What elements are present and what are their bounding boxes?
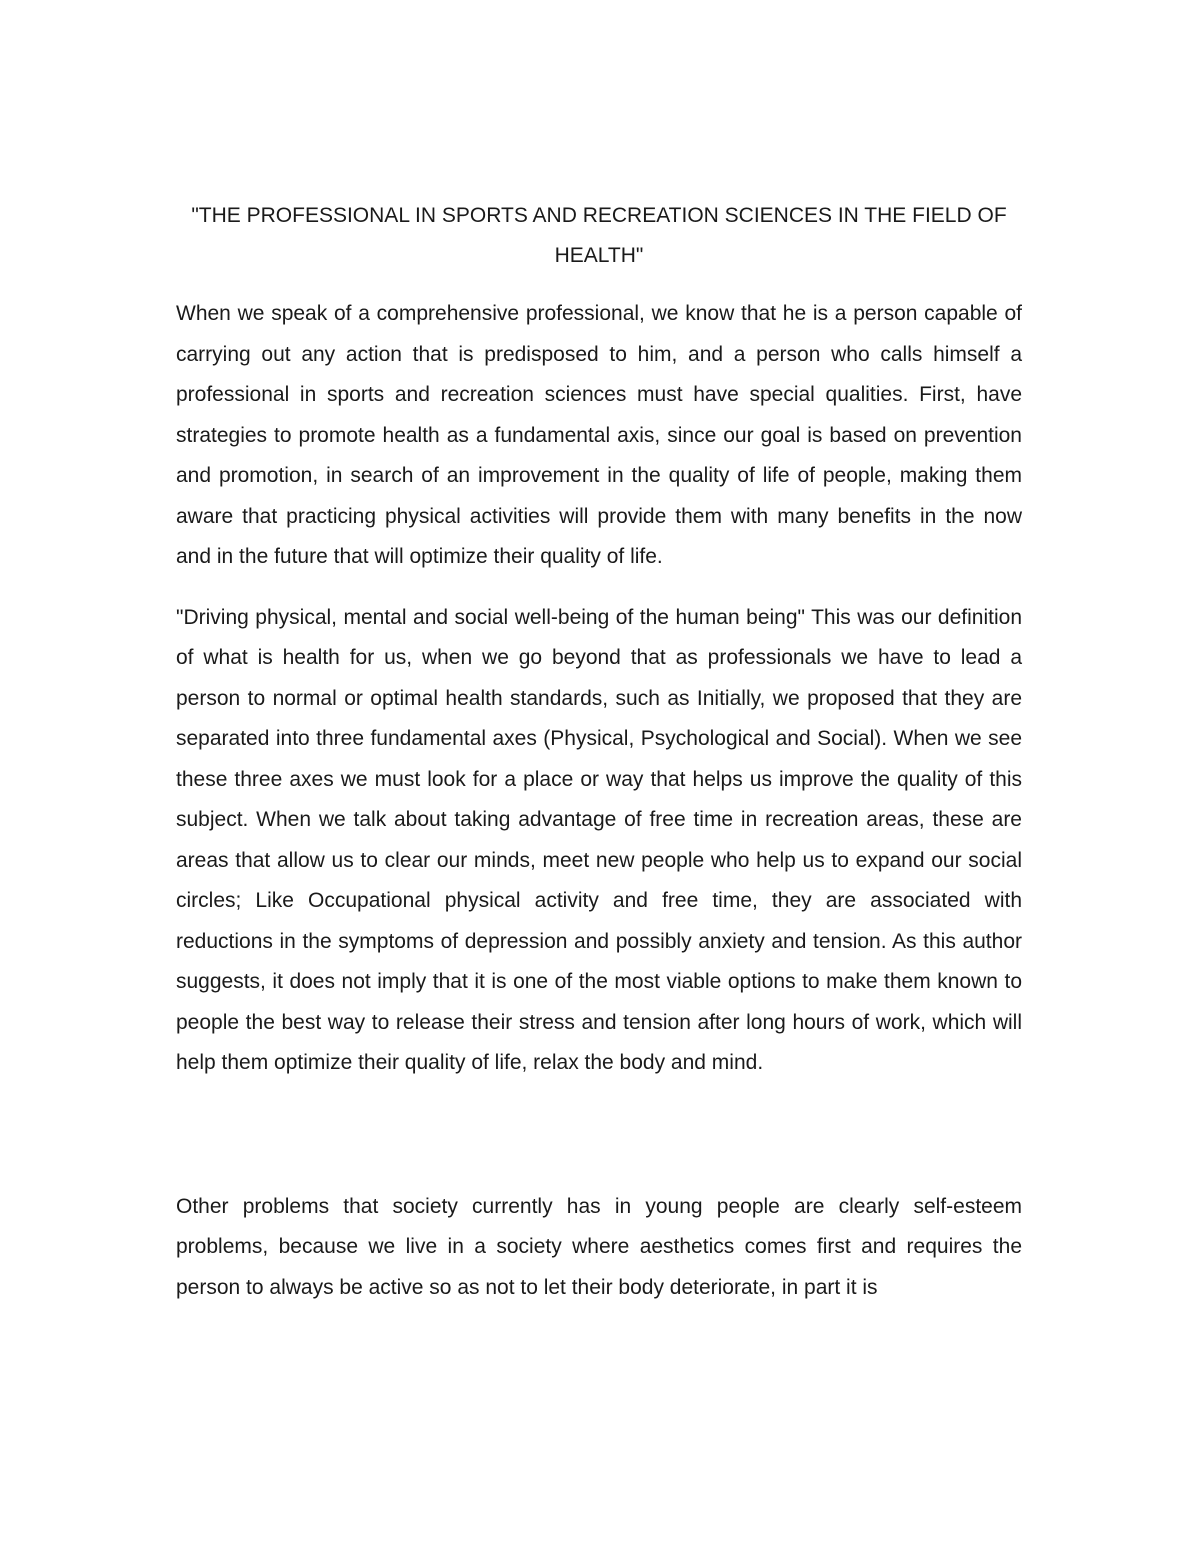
paragraph-spacer	[176, 1104, 1022, 1187]
paragraph-2: "Driving physical, mental and social well-being of the human being" This was our definition of what is health for us, when we go beyond that as professionals we have to lead a person to normal or optimal health standards, such as Initially, we proposed that they are separated into three fundamental axes (Physical, Psychological and Social). When we see these three axes we must look for a place or way that helps us improve the quality of this subject. When we talk about taking advantage of free time in recreation areas, these are areas that allow us to clear our minds, meet new people who help us to expand our social circles; Like Occupational physical activity and free time, they are associated with reductions in the symptoms of depression and possibly anxiety and tension. As this author suggests, it does not imply that it is one of the most viable options to make them known to people the best way to release their stress and tension after long hours of work, which will help them optimize their quality of life, relax the body and mind.	[176, 605, 1022, 1074]
document-body	[176, 196, 1022, 1328]
paragraph-1: When we speak of a comprehensive professional, we know that he is a person capable of carrying out any action that is predisposed to him, and a person who calls himself a professional in sports and recreation sciences must have special qualities. First, have strategies to promote health as a fundamental axis, since our goal is based on prevention and promotion, in search of an improvement in the quality of life of people, making them aware that practicing physical activities will provide them with many benefits in the now and in the future that will optimize their quality of life.	[176, 302, 1022, 568]
document-title: "THE PROFESSIONAL IN SPORTS AND RECREATION SCIENCES IN THE FIELD OF HEALTH"	[191, 204, 1007, 267]
paragraph-3: Other problems that society currently has in young people are clearly self-esteem problems, because we live in a society where aesthetics comes first and requires the person to always be active so as not to let their body deteriorate, in part it is	[176, 1194, 1022, 1299]
